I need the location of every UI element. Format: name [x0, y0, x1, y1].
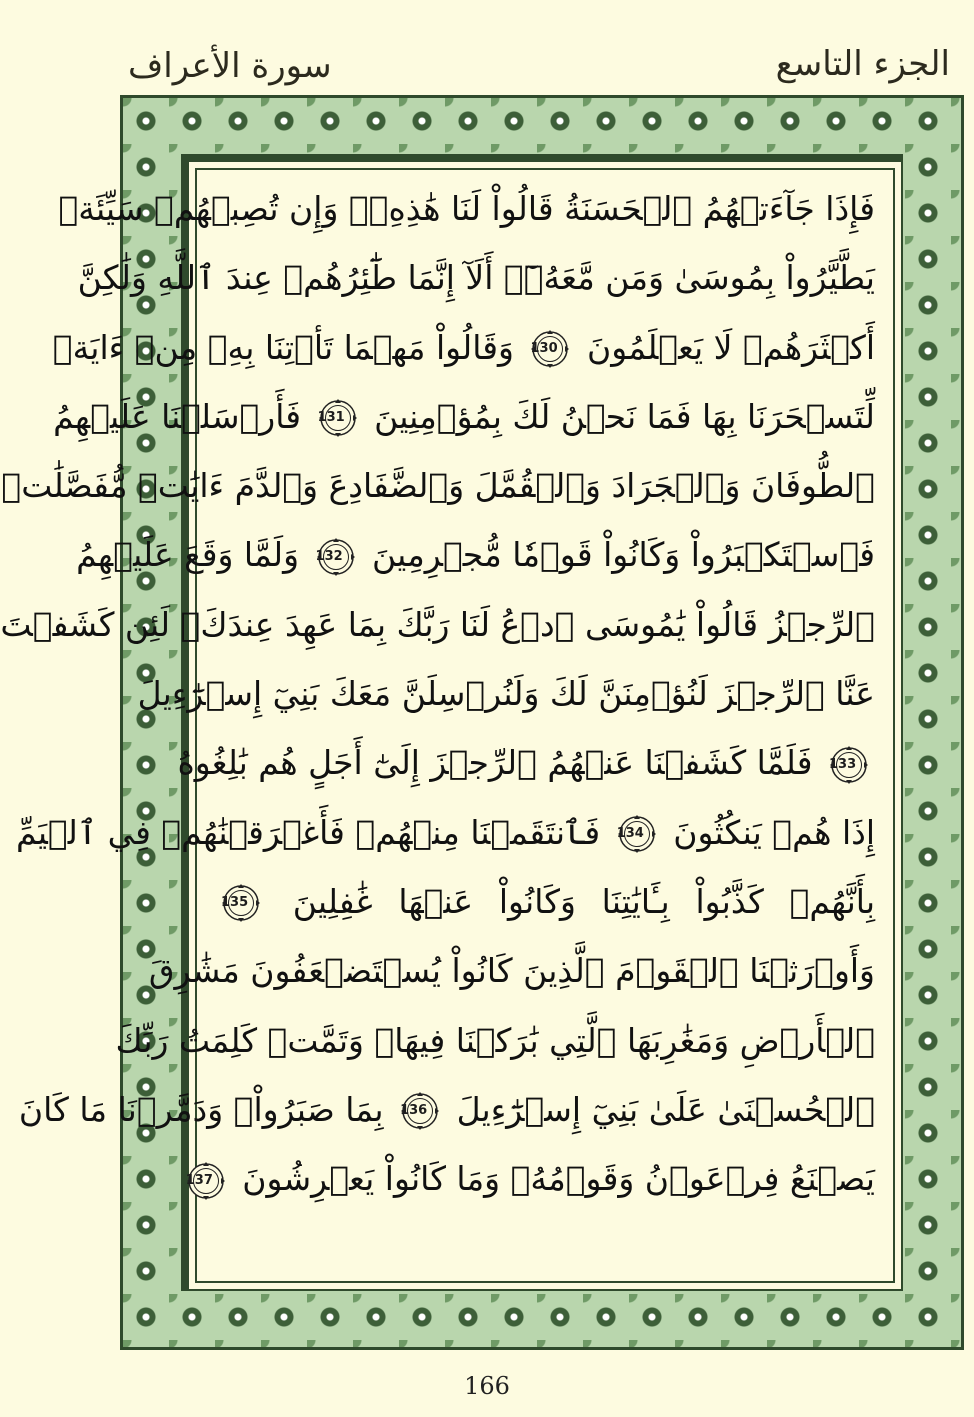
ayah-number-marker: [318, 398, 358, 438]
verse-text: بِمَا صَبَرُواْۖ وَدَمَّرۡنَا مَا كَانَ: [18, 1089, 384, 1129]
verse-text: لِّتَسۡحَرَنَا بِهَا فَمَا نَحۡنُ لَكَ بِمُؤۡمِنِينَ: [374, 396, 875, 436]
verse-text: يَصۡنَعُ فِرۡعَوۡنُ وَقَوۡمُهُۥ وَمَا كَانُواْ يَعۡرِشُونَ: [242, 1159, 875, 1199]
verse-text-panel: [0, 168, 895, 1283]
verse-line: [15, 798, 875, 867]
verse-line: [76, 520, 875, 589]
ayah-number-marker: [530, 329, 570, 369]
ayah-number-marker: [316, 537, 356, 577]
verse-line: [0, 590, 875, 659]
verse-text: يَطَّيَّرُواْ بِمُوسَىٰ وَمَن مَّعَهُۥٓۗ أَلَآ إِنَّمَا طَٰٓئِرُهُمۡ عِندَ ٱللَّهِ وَلَٰكِنَّ: [77, 258, 875, 298]
verse-text: فَلَمَّا كَشَفۡنَا عَنۡهُمُ ٱلرِّجۡزَ إِلَىٰٓ أَجَلٍ هُم بَٰلِغُوهُ: [177, 743, 813, 783]
verse-text: فَٱنتَقَمۡنَا مِنۡهُمۡ فَأَغۡرَقۡنَٰهُمۡ فِي ٱلۡيَمِّ: [15, 812, 601, 852]
verse-text: فَٱسۡتَكۡبَرُواْ وَكَانُواْ قَوۡمٗا مُّجۡرِمِينَ: [372, 535, 875, 575]
ayah-number: 135: [221, 895, 249, 911]
ayah-number-marker: [400, 1091, 440, 1131]
verse-text: وَلَمَّا وَقَعَ عَلَيۡهِمُ: [76, 535, 300, 575]
ayah-number: 136: [400, 1103, 428, 1119]
verse-line: [77, 243, 875, 312]
verse-text: ٱلرِّجۡزُ قَالُواْ يَٰمُوسَى ٱدۡعُ لَنَا رَبَّكَ بِمَا عَهِدَ عِندَكَۖ لَئِن كَشَفۡتَ: [0, 604, 875, 644]
page-number: 166: [464, 1372, 510, 1400]
ayah-number-marker: [829, 745, 869, 785]
juz-header: الجزء التاسع: [775, 44, 950, 84]
verse-lines: [0, 174, 875, 1277]
verse-text: فَإِذَا جَآءَتۡهُمُ ٱلۡحَسَنَةُ قَالُواْ لَنَا هَٰذِهِۦۖ وَإِن تُصِبۡهُمۡ سَيِّئَةٞ: [58, 189, 875, 228]
verse-line: [148, 936, 875, 1005]
verse-text: إِذَا هُمۡ يَنكُثُونَ: [673, 812, 875, 852]
ayah-number: 131: [317, 410, 345, 426]
verse-text: عَنَّا ٱلرِّجۡزَ لَنُؤۡمِنَنَّ لَكَ وَلَنُرۡسِلَنَّ مَعَكَ بَنِيٓ إِسۡرَٰٓءِيلَ: [137, 674, 875, 714]
surah-name-header: سورة الأعراف: [128, 46, 332, 86]
verse-text: فَأَرۡسَلۡنَا عَلَيۡهِمُ: [53, 396, 302, 436]
verse-text: أَكۡثَرَهُمۡ لَا يَعۡلَمُونَ: [586, 327, 875, 367]
decorative-border-frame: [0, 95, 964, 1350]
verse-line: [53, 382, 875, 451]
verse-line: [52, 313, 875, 382]
page-header: [110, 40, 970, 96]
ayah-number: 132: [315, 548, 343, 564]
ayah-number: 137: [185, 1172, 213, 1188]
verse-line: [18, 1075, 875, 1144]
ayah-number-marker: [186, 1161, 226, 1201]
ayah-number-marker: [617, 814, 657, 854]
verse-text: وَأَوۡرَثۡنَا ٱلۡقَوۡمَ ٱلَّذِينَ كَانُواْ يُسۡتَضۡعَفُونَ مَشَٰرِقَ: [148, 951, 875, 991]
verse-text: ٱلطُّوفَانَ وَٱلۡجَرَادَ وَٱلۡقُمَّلَ وَٱلضَّفَادِعَ وَٱلدَّمَ ءَايَٰتٖ مُّفَصَّلَٰتٖ: [1, 466, 875, 506]
verse-text: بِأَنَّهُمۡ كَذَّبُواْ بِـَٔايَٰتِنَا وَكَانُواْ عَنۡهَا غَٰفِلِينَ: [292, 881, 875, 921]
verse-text: ٱلۡحُسۡنَىٰ عَلَىٰ بَنِيٓ إِسۡرَٰٓءِيلَ: [456, 1089, 875, 1129]
verse-line: [215, 867, 875, 936]
verse-line: [1, 451, 875, 520]
verse-line: [58, 174, 875, 243]
ayah-number-marker: [221, 883, 261, 923]
verse-line: [185, 1144, 875, 1213]
verse-text: وَقَالُواْ مَهۡمَا تَأۡتِنَا بِهِۦ مِنۡ ءَايَةٖ: [52, 327, 514, 367]
verse-line: [115, 1006, 875, 1075]
ayah-number: 130: [530, 341, 558, 357]
ayah-number: 134: [616, 826, 644, 842]
verse-line: [177, 728, 875, 797]
verse-line: [137, 659, 875, 728]
ayah-number: 133: [829, 756, 857, 772]
verse-text: ٱلۡأَرۡضِ وَمَغَٰرِبَهَا ٱلَّتِي بَٰرَكۡنَا فِيهَاۖ وَتَمَّتۡ كَلِمَتُ رَبِّكَ: [115, 1020, 875, 1060]
